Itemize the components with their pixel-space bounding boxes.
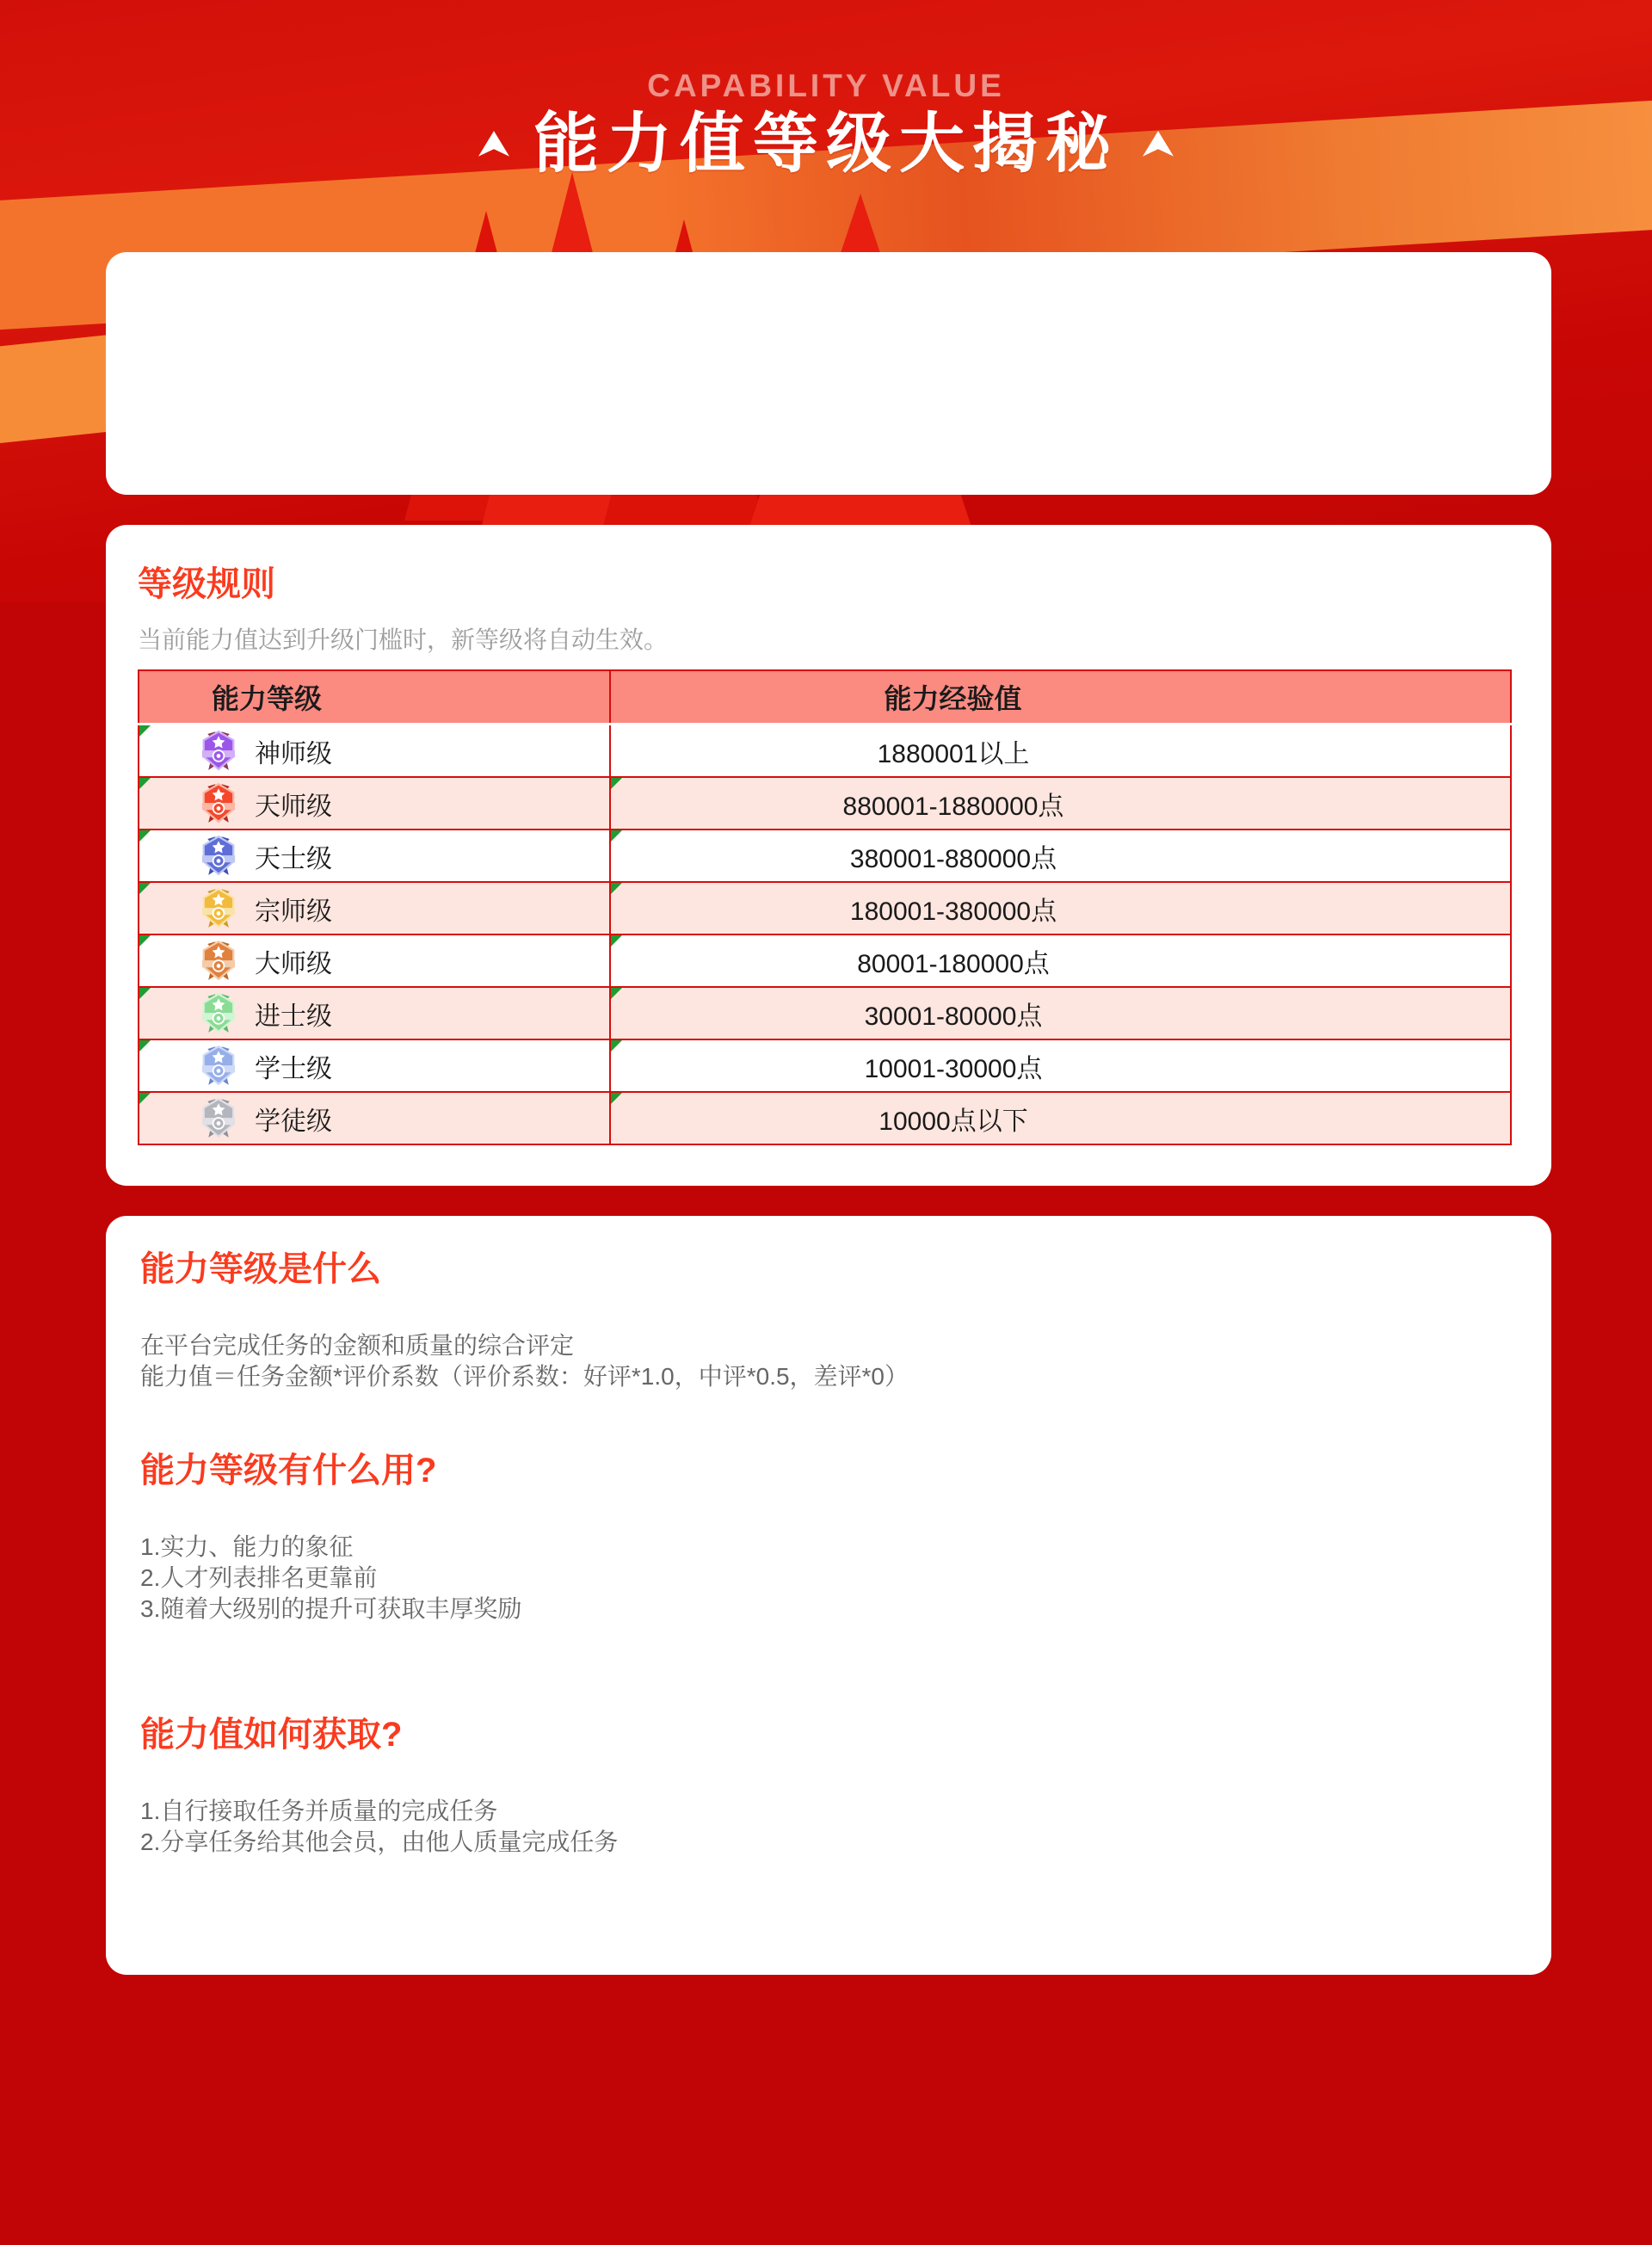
- table-row: [139, 830, 1511, 882]
- level-table: [138, 669, 1512, 1145]
- experience-range: 30001-80000点: [864, 1002, 1043, 1031]
- cell-corner-marker: [139, 830, 151, 842]
- table-row: [139, 725, 1511, 778]
- column-header-level: 能力等级: [139, 670, 610, 725]
- rules-heading: 等级规则: [138, 565, 275, 603]
- table-row: [139, 882, 1511, 934]
- level-label: 天师级: [255, 792, 332, 821]
- table-row: [139, 1039, 1511, 1092]
- table-row: [139, 987, 1511, 1039]
- level-cell: [139, 934, 610, 987]
- level-label: 学士级: [255, 1054, 332, 1083]
- table-header-row: [139, 670, 1511, 725]
- hero-card: [106, 252, 1551, 495]
- faq-lines: [140, 1330, 1517, 1392]
- value-cell: [610, 725, 1511, 778]
- level-badge-icon: [201, 731, 236, 772]
- faq-card: [106, 1216, 1551, 1975]
- faq-line: 1.自行接取任务并质量的完成任务: [140, 1798, 498, 1824]
- faq-line: 在平台完成任务的金额和质量的综合评定: [140, 1332, 575, 1359]
- value-cell: [610, 1092, 1511, 1144]
- level-cell: [139, 830, 610, 882]
- faq-section: [140, 1716, 1517, 1858]
- rules-subtitle: 当前能力值达到升级门槛时，新等级将自动生效。: [138, 626, 669, 653]
- value-cell: [610, 830, 1511, 882]
- level-table-body: [139, 725, 1511, 1145]
- table-row: [139, 777, 1511, 830]
- column-header-value: 能力经验值: [610, 670, 1511, 725]
- cell-corner-marker: [611, 988, 622, 999]
- cell-corner-marker: [139, 883, 151, 894]
- cell-corner-marker: [139, 778, 151, 789]
- cell-corner-marker: [611, 1040, 622, 1052]
- experience-range: 180001-380000点: [849, 897, 1057, 926]
- cell-corner-marker: [139, 725, 151, 737]
- cell-corner-marker: [611, 830, 622, 842]
- experience-range: 380001-880000点: [849, 844, 1057, 873]
- rules-card: [106, 525, 1551, 1186]
- level-cell: [139, 882, 610, 934]
- level-cell: [139, 1039, 610, 1092]
- level-label: 学徒级: [255, 1107, 332, 1136]
- level-badge-icon: [201, 783, 236, 824]
- level-label: 大师级: [255, 949, 332, 978]
- faq-heading: 能力值如何获取?: [140, 1716, 403, 1754]
- table-row: [139, 934, 1511, 987]
- experience-range: 880001-1880000点: [842, 792, 1064, 821]
- faq-line: 2.人才列表排名更靠前: [140, 1564, 378, 1591]
- faq-section: [140, 1216, 1517, 1392]
- level-badge-icon: [201, 993, 236, 1034]
- value-cell: [610, 1039, 1511, 1092]
- cell-corner-marker: [139, 988, 151, 999]
- level-label: 宗师级: [255, 897, 332, 926]
- faq-line: 2.分享任务给其他会员，由他人质量完成任务: [140, 1829, 619, 1855]
- page-title: 能力值等级大揭秘: [533, 108, 1119, 181]
- experience-range: 1880001以上: [877, 739, 1030, 768]
- level-label: 神师级: [255, 739, 332, 768]
- cell-corner-marker: [139, 1093, 151, 1104]
- cell-corner-marker: [139, 935, 151, 947]
- experience-range: 10000点以下: [878, 1107, 1028, 1136]
- faq-line: 3.随着大级别的提升可获取丰厚奖励: [140, 1595, 522, 1622]
- paper-plane-icon: [1143, 131, 1174, 158]
- level-label: 进士级: [255, 1002, 332, 1031]
- level-cell: [139, 725, 610, 778]
- level-badge-icon: [201, 836, 236, 877]
- banner: [0, 69, 1652, 179]
- cell-corner-marker: [611, 1093, 622, 1104]
- cell-corner-marker: [611, 883, 622, 894]
- table-row: [139, 1092, 1511, 1144]
- value-cell: [610, 934, 1511, 987]
- faq-line: 1.实力、能力的象征: [140, 1533, 354, 1560]
- cell-corner-marker: [139, 1040, 151, 1052]
- faq-section: [140, 1452, 1517, 1625]
- level-cell: [139, 777, 610, 830]
- faq-line: 能力值＝任务金额*评价系数（评价系数：好评*1.0，中评*0.5，差评*0）: [140, 1363, 909, 1390]
- faq-lines: [140, 1532, 1517, 1625]
- banner-kicker: CAPABILITY VALUE: [647, 68, 1005, 103]
- value-cell: [610, 777, 1511, 830]
- level-badge-icon: [201, 941, 236, 982]
- paper-plane-icon: [478, 131, 509, 158]
- faq-lines: [140, 1796, 1517, 1858]
- level-label: 天士级: [255, 844, 332, 873]
- level-cell: [139, 1092, 610, 1144]
- level-badge-icon: [201, 1045, 236, 1087]
- level-badge-icon: [201, 888, 236, 929]
- faq-heading: 能力等级有什么用?: [140, 1452, 437, 1489]
- level-cell: [139, 987, 610, 1039]
- experience-range: 80001-180000点: [857, 949, 1050, 978]
- experience-range: 10001-30000点: [864, 1054, 1043, 1083]
- level-badge-icon: [201, 1098, 236, 1139]
- cell-corner-marker: [611, 935, 622, 947]
- faq-heading: 能力等级是什么: [140, 1250, 381, 1288]
- cell-corner-marker: [611, 778, 622, 789]
- value-cell: [610, 987, 1511, 1039]
- value-cell: [610, 882, 1511, 934]
